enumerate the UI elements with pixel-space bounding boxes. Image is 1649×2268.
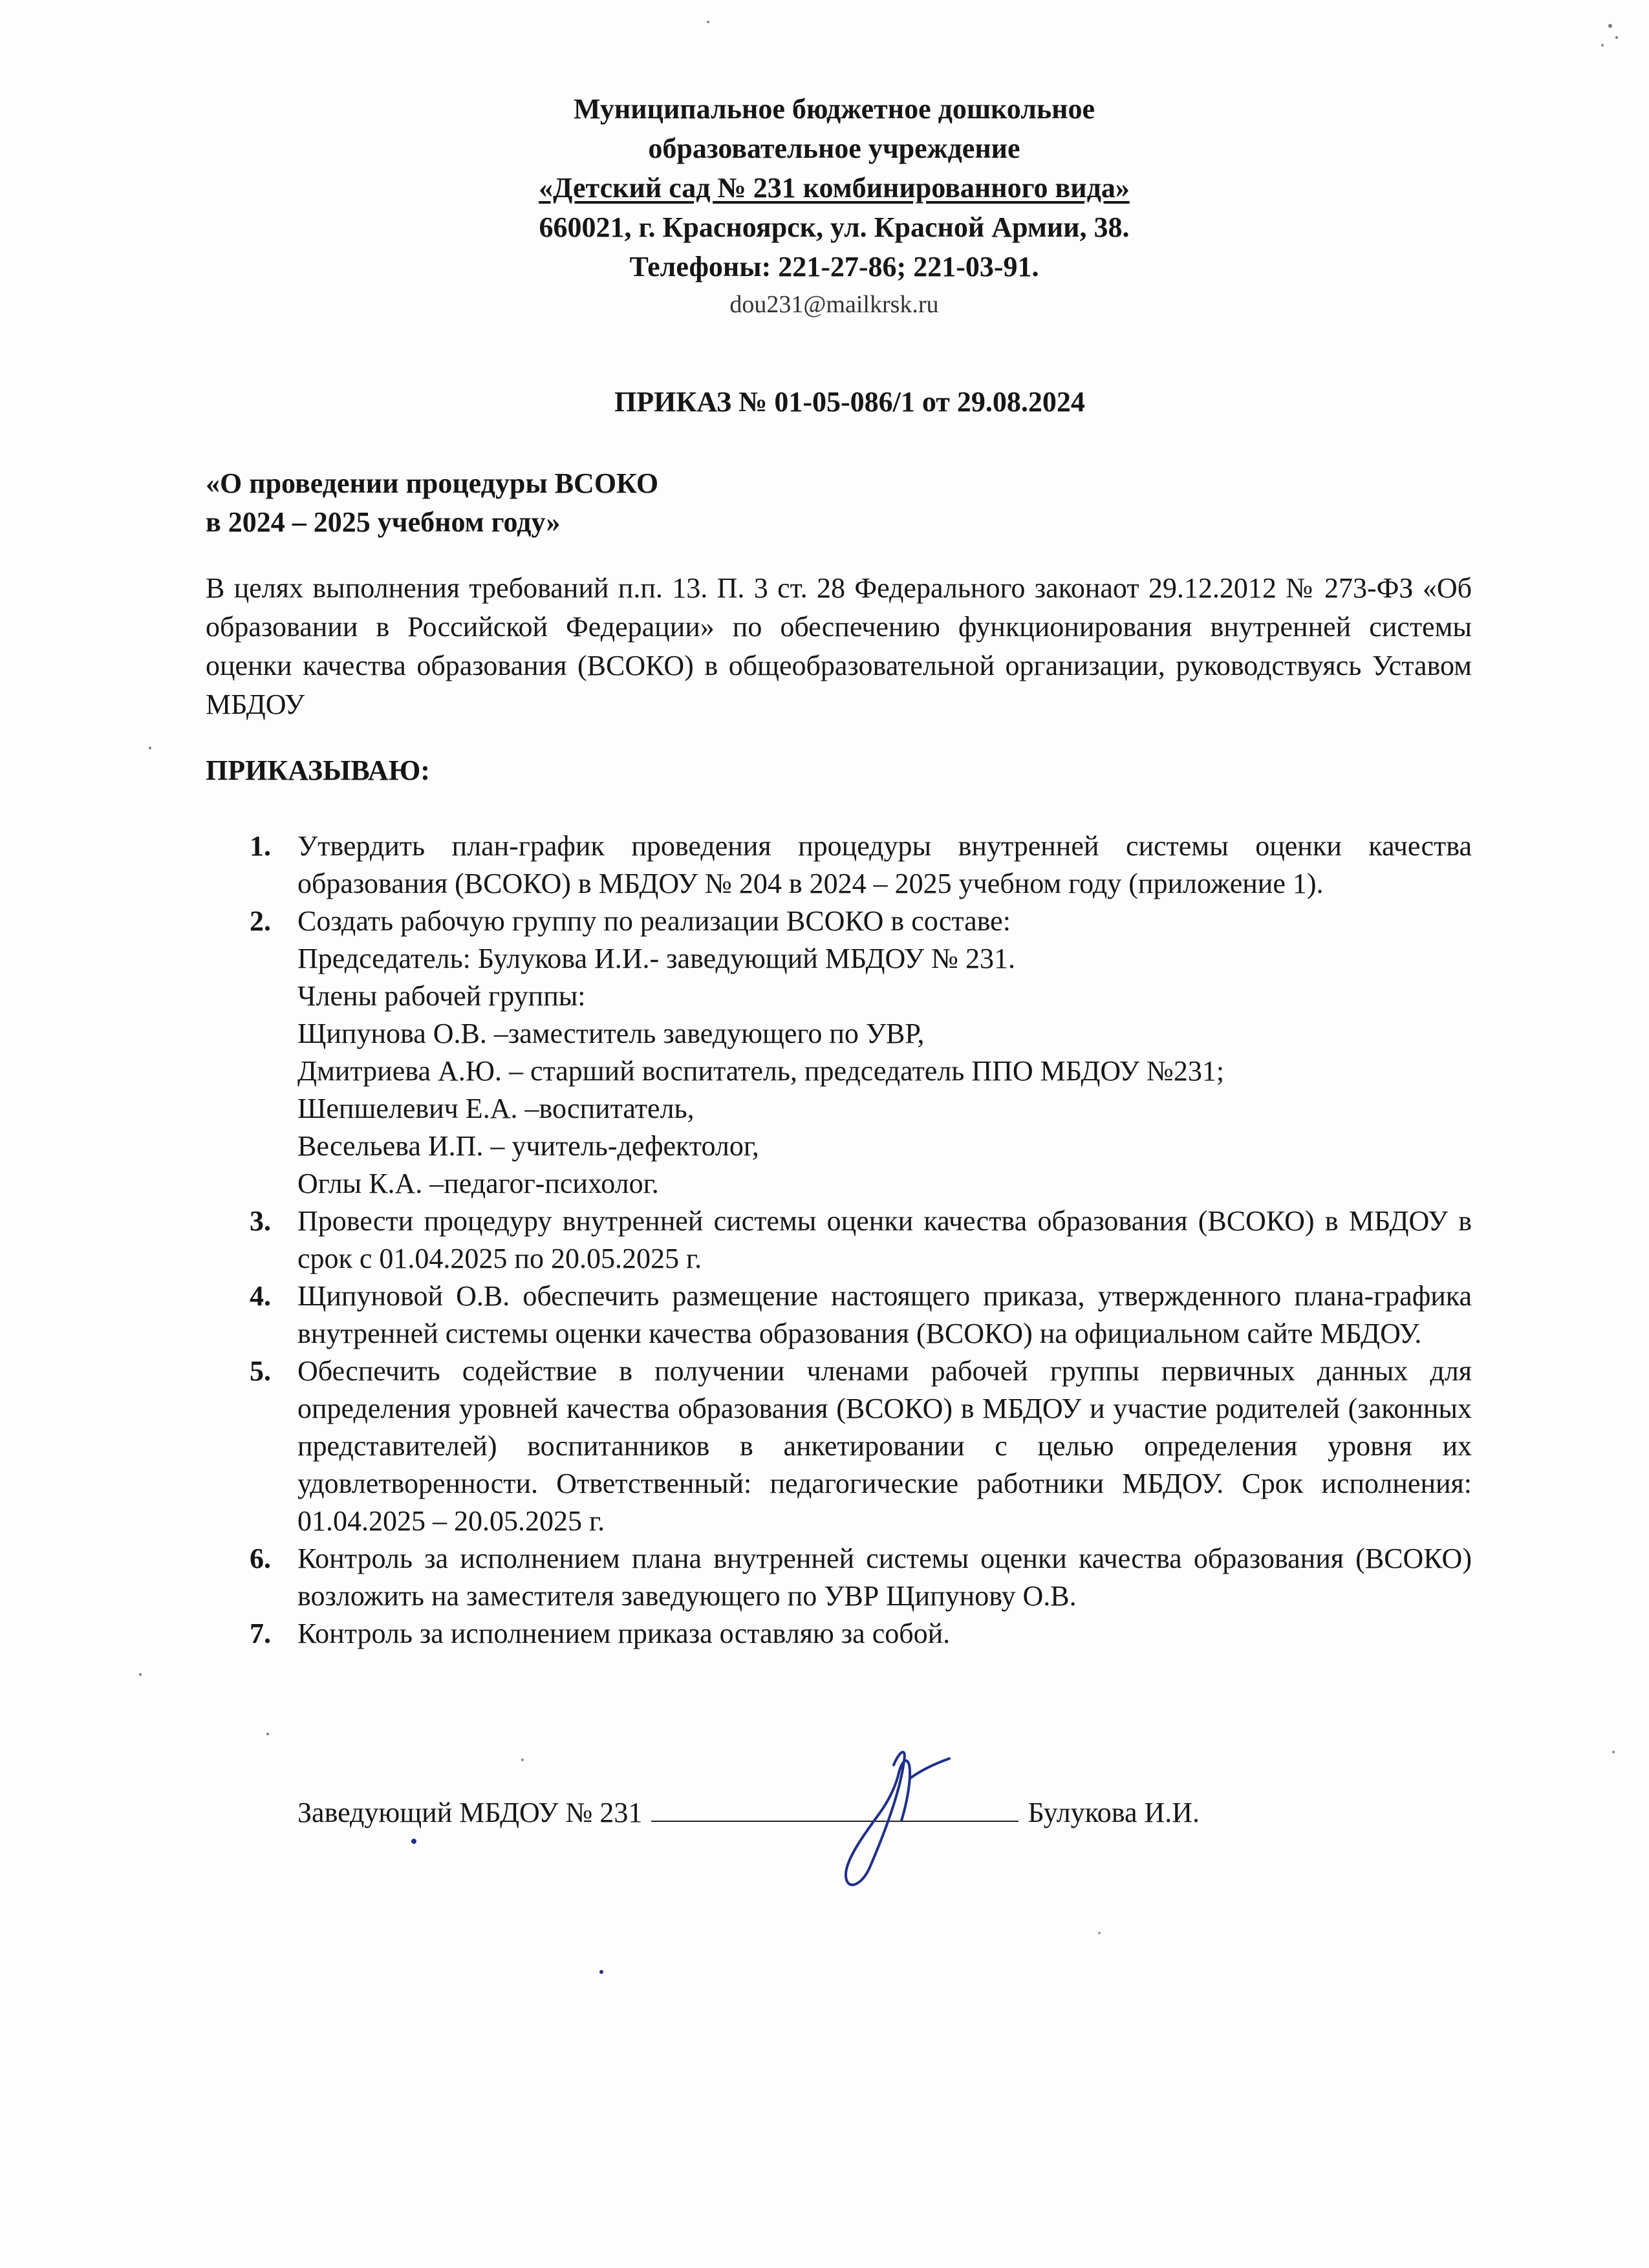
header-institution-name: «Детский сад № 231 комбинированного вида» <box>539 172 1130 204</box>
working-group-member: Оглы К.А. –педагог-психолог. <box>297 1168 659 1199</box>
signatory-name: Булукова И.И. <box>1028 1797 1200 1828</box>
item-number: 1. <box>250 830 271 862</box>
item-text: Утвердить план-график проведения процедуры внутренней системы оценки качества образования (ВСОКО) в МБДОУ № 204 в 2024 – 2025 учебном году (приложение 1). <box>297 830 1472 899</box>
header-address: 660021, г. Красноярск, ул. Красной Армии, 38. <box>539 211 1130 243</box>
working-group-members-label: Члены рабочей группы: <box>297 980 586 1012</box>
order-title: ПРИКАЗ № 01-05-086/1 от 29.08.2024 <box>614 386 1085 418</box>
working-group-member: Щипунова О.В. –заместитель заведующего по УВР, <box>297 1018 925 1049</box>
item-number: 7. <box>250 1618 271 1649</box>
item-number: 2. <box>250 905 271 937</box>
subject-line-1: «О проведении процедуры ВСОКО <box>206 467 659 499</box>
item-number: 4. <box>250 1280 271 1312</box>
order-directive-heading: ПРИКАЗЫВАЮ: <box>206 754 430 786</box>
item-number: 5. <box>250 1355 271 1387</box>
working-group-chair: Председатель: Булукова И.И.- заведующий МБДОУ № 231. <box>297 943 1015 974</box>
working-group-member: Дмитриева А.Ю. – старший воспитатель, председатель ППО МБДОУ №231; <box>297 1055 1225 1087</box>
header-phones: Телефоны: 221-27-86; 221-03-91. <box>629 251 1039 283</box>
signatory-position: Заведующий МБДОУ № 231 <box>297 1797 643 1828</box>
item-number: 3. <box>250 1205 271 1237</box>
item-text: Контроль за исполнением плана внутренней системы оценки качества образования (ВСОКО) возложить на заместителя заведующего по УВР Щипунову О.В. <box>297 1543 1472 1612</box>
item-text: Контроль за исполнением приказа оставляю за собой. <box>297 1618 951 1649</box>
item-text: Щипуновой О.В. обеспечить размещение настоящего приказа, утвержденного плана-графика внутренней системы оценки качества образования (ВСОКО) на официальном сайте МБДОУ. <box>297 1280 1472 1349</box>
item-text: Обеспечить содействие в получении членами рабочей группы первичных данных для определения уровней качества образования (ВСОКО) в МБДОУ и участие родителей (законных представителей) воспитанников в анкетировании с целью определения уровня их удовлетворенности. Ответственный: педагогические работники МБДОУ. Срок исполнения: 01.04.2025 – 20.05.2025 г. <box>297 1355 1472 1537</box>
working-group-member: Весельева И.П. – учитель-дефектолог, <box>297 1130 759 1162</box>
header-email: dou231@mailkrsk.ru <box>729 291 939 318</box>
header-line-1: Муниципальное бюджетное дошкольное <box>573 93 1095 125</box>
subject-line-2: в 2024 – 2025 учебном году» <box>206 506 561 538</box>
item-number: 6. <box>250 1543 271 1574</box>
header-line-2: образовательное учреждение <box>648 133 1020 164</box>
working-group-member: Шепшелевич Е.А. –воспитатель, <box>297 1093 695 1124</box>
preamble-paragraph: В целях выполнения требований п.п. 13. П. 3 ст. 28 Федерального законаот 29.12.2012 № 273-ФЗ «Об образовании в Российской Федерации» по обеспечению функционирования внутренней системы оценки качества образования (ВСОКО) в общеобразовательной организации, руководствуясь Уставом МБДОУ <box>206 572 1472 720</box>
item-text: Провести процедуру внутренней системы оценки качества образования (ВСОКО) в МБДОУ в срок с 01.04.2025 по 20.05.2025 г. <box>297 1205 1472 1274</box>
item-text: Создать рабочую группу по реализации ВСОКО в составе: <box>297 905 1011 937</box>
